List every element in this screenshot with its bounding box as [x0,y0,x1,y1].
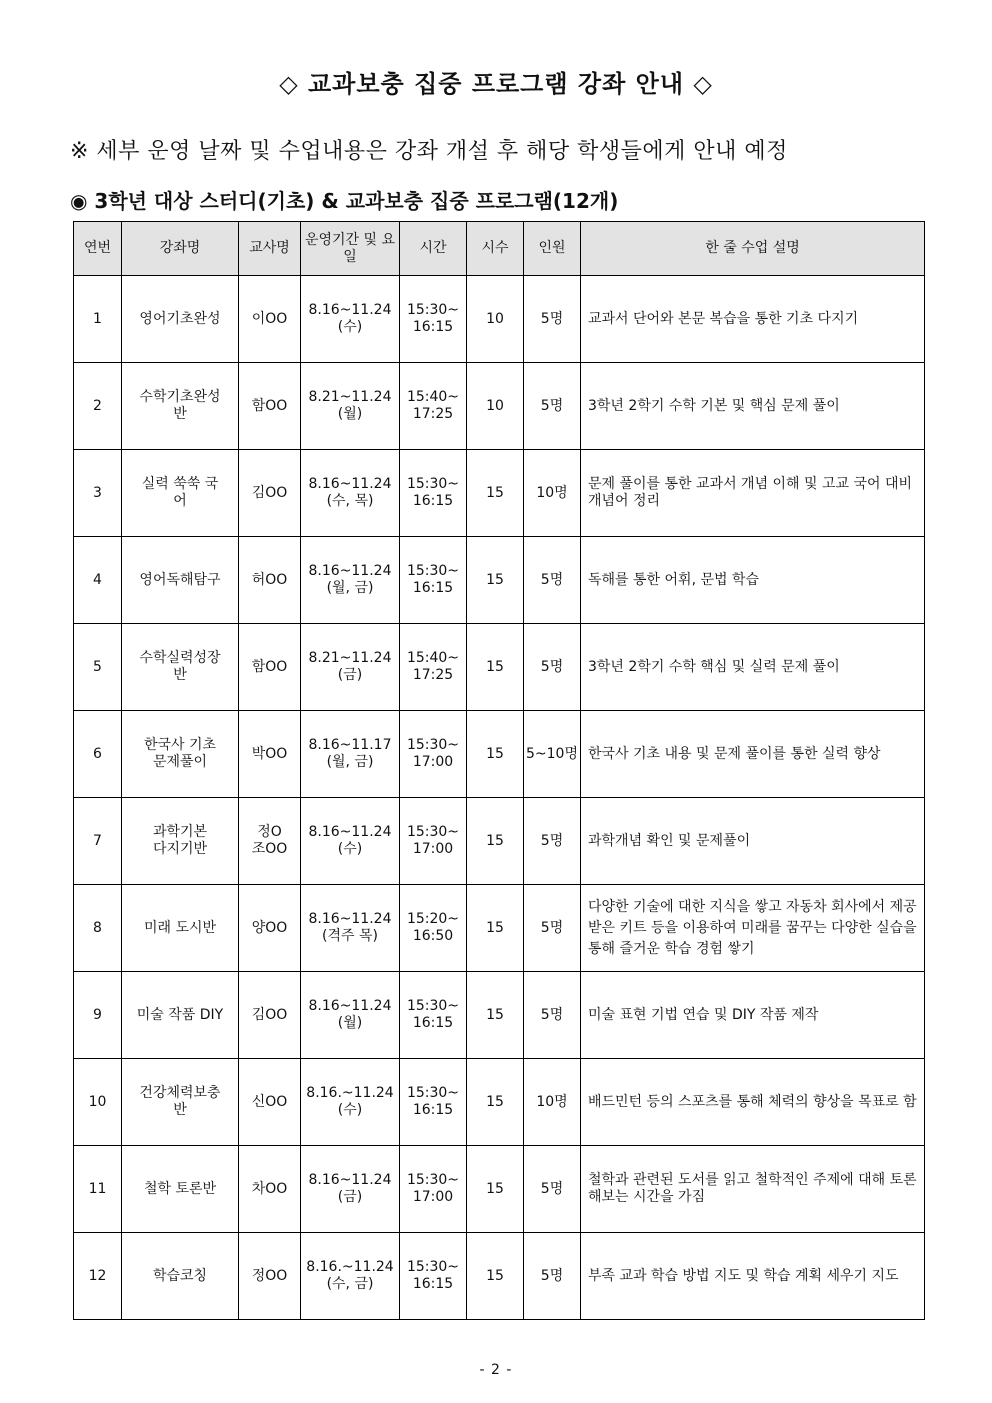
cell-teacher: 정OO [239,1233,301,1320]
cell-people: 10명 [524,1059,581,1146]
cell-period: 8.16~11.24 (월) [301,972,400,1059]
cell-people: 5명 [524,276,581,363]
cell-teacher: 김OO [239,972,301,1059]
cell-no: 12 [74,1233,122,1320]
cell-time: 15:30~ 17:00 [400,711,467,798]
cell-teacher: 이OO [239,276,301,363]
cell-teacher: 함OO [239,624,301,711]
cell-course: 수학실력성장 반 [122,624,239,711]
table-row [74,363,925,450]
cell-hours: 15 [467,450,524,537]
cell-time: 15:30~ 16:15 [400,450,467,537]
notice-text: ※ 세부 운영 날짜 및 수업내용은 강좌 개설 후 해당 학생들에게 안내 예정 [70,139,788,164]
cell-teacher: 양OO [239,885,301,972]
cell-no: 10 [74,1059,122,1146]
cell-no: 3 [74,450,122,537]
cell-description: 문제 풀이를 통한 교과서 개념 이해 및 고교 국어 대비 개념어 정리 [581,450,925,537]
cell-period: 8.21~11.24 (월) [301,363,400,450]
cell-time: 15:30~ 16:15 [400,1059,467,1146]
cell-description: 과학개념 확인 및 문제풀이 [581,798,925,885]
cell-time: 15:30~ 16:15 [400,1233,467,1320]
cell-people: 10명 [524,450,581,537]
cell-period: 8.16~11.24 (수, 목) [301,450,400,537]
cell-teacher: 차OO [239,1146,301,1233]
cell-period: 8.16~11.24 (월, 금) [301,537,400,624]
table-row [74,624,925,711]
cell-course: 과학기본 다지기반 [122,798,239,885]
cell-period: 8.16~11.24 (금) [301,1146,400,1233]
header-course: 강좌명 [122,222,239,276]
cell-no: 5 [74,624,122,711]
cell-no: 4 [74,537,122,624]
page-number: - 2 - [479,1362,513,1378]
cell-hours: 10 [467,363,524,450]
cell-time: 15:30~ 16:15 [400,537,467,624]
cell-hours: 15 [467,885,524,972]
cell-hours: 15 [467,798,524,885]
cell-people: 5명 [524,1233,581,1320]
cell-period: 8.16~11.24 (수) [301,276,400,363]
section-heading: ◉ 3학년 대상 스터디(기초) & 교과보충 집중 프로그램(12개) [70,189,619,213]
cell-course: 철학 토론반 [122,1146,239,1233]
cell-hours: 10 [467,276,524,363]
header-teacher: 교사명 [239,222,301,276]
cell-no: 8 [74,885,122,972]
cell-hours: 15 [467,972,524,1059]
cell-time: 15:40~ 17:25 [400,363,467,450]
program-table [73,221,925,1320]
cell-description: 3학년 2학기 수학 핵심 및 실력 문제 풀이 [581,624,925,711]
table-row [74,537,925,624]
cell-period: 8.21~11.24 (금) [301,624,400,711]
cell-no: 11 [74,1146,122,1233]
cell-course: 실력 쑥쑥 국 어 [122,450,239,537]
table-row [74,1233,925,1320]
header-no: 연번 [74,222,122,276]
cell-description: 다양한 기술에 대한 지식을 쌓고 자동차 회사에서 제공받은 키트 등을 이용하여 미래를 꿈꾸는 다양한 실습을 통해 즐거운 학습 경험 쌓기 [581,885,925,972]
cell-period: 8.16.~11.24 (수) [301,1059,400,1146]
cell-teacher: 함OO [239,363,301,450]
cell-description: 3학년 2학기 수학 기본 및 핵심 문제 풀이 [581,363,925,450]
cell-hours: 15 [467,1233,524,1320]
header-description: 한 줄 수업 설명 [581,222,925,276]
cell-description: 배드민턴 등의 스포츠를 통해 체력의 향상을 목표로 함 [581,1059,925,1146]
cell-period: 8.16~11.17 (월, 금) [301,711,400,798]
cell-hours: 15 [467,1146,524,1233]
table-row [74,276,925,363]
cell-period: 8.16~11.24 (격주 목) [301,885,400,972]
table-header-row [74,222,925,276]
cell-course: 건강체력보충 반 [122,1059,239,1146]
cell-time: 15:20~ 16:50 [400,885,467,972]
table-row [74,450,925,537]
cell-description: 부족 교과 학습 방법 지도 및 학습 계획 세우기 지도 [581,1233,925,1320]
cell-teacher: 김OO [239,450,301,537]
cell-teacher: 신OO [239,1059,301,1146]
table-row [74,885,925,972]
cell-course: 미술 작품 DIY [122,972,239,1059]
cell-people: 5~10명 [524,711,581,798]
cell-no: 2 [74,363,122,450]
cell-description: 한국사 기초 내용 및 문제 풀이를 통한 실력 향상 [581,711,925,798]
cell-people: 5명 [524,1146,581,1233]
cell-no: 7 [74,798,122,885]
header-time: 시간 [400,222,467,276]
cell-hours: 15 [467,711,524,798]
table-row [74,711,925,798]
cell-course: 한국사 기초 문제풀이 [122,711,239,798]
cell-description: 독해를 통한 어휘, 문법 학습 [581,537,925,624]
cell-teacher: 허OO [239,537,301,624]
cell-people: 5명 [524,537,581,624]
cell-description: 철학과 관련된 도서를 읽고 철학적인 주제에 대해 토론해보는 시간을 가짐 [581,1146,925,1233]
cell-time: 15:30~ 17:00 [400,798,467,885]
cell-people: 5명 [524,624,581,711]
cell-course: 학습코칭 [122,1233,239,1320]
cell-hours: 15 [467,537,524,624]
page-title: ◇ 교과보충 집중 프로그램 강좌 안내 ◇ [279,70,713,98]
cell-no: 6 [74,711,122,798]
cell-course: 수학기초완성 반 [122,363,239,450]
cell-time: 15:30~ 16:15 [400,276,467,363]
cell-period: 8.16~11.24 (수) [301,798,400,885]
table-row [74,1146,925,1233]
cell-hours: 15 [467,1059,524,1146]
cell-course: 미래 도시반 [122,885,239,972]
header-hours: 시수 [467,222,524,276]
cell-people: 5명 [524,798,581,885]
cell-people: 5명 [524,972,581,1059]
header-people: 인원 [524,222,581,276]
table-row [74,1059,925,1146]
cell-time: 15:30~ 17:00 [400,1146,467,1233]
cell-hours: 15 [467,624,524,711]
cell-description: 교과서 단어와 본문 복습을 통한 기초 다지기 [581,276,925,363]
cell-no: 1 [74,276,122,363]
cell-period: 8.16.~11.24 (수, 금) [301,1233,400,1320]
table-row [74,798,925,885]
cell-no: 9 [74,972,122,1059]
cell-teacher: 정O 조OO [239,798,301,885]
header-period: 운영기간 및 요일 [301,222,400,276]
cell-course: 영어기초완성 [122,276,239,363]
cell-time: 15:40~ 17:25 [400,624,467,711]
table-row [74,972,925,1059]
cell-people: 5명 [524,363,581,450]
cell-time: 15:30~ 16:15 [400,972,467,1059]
cell-course: 영어독해탐구 [122,537,239,624]
cell-people: 5명 [524,885,581,972]
cell-teacher: 박OO [239,711,301,798]
cell-description: 미술 표현 기법 연습 및 DIY 작품 제작 [581,972,925,1059]
